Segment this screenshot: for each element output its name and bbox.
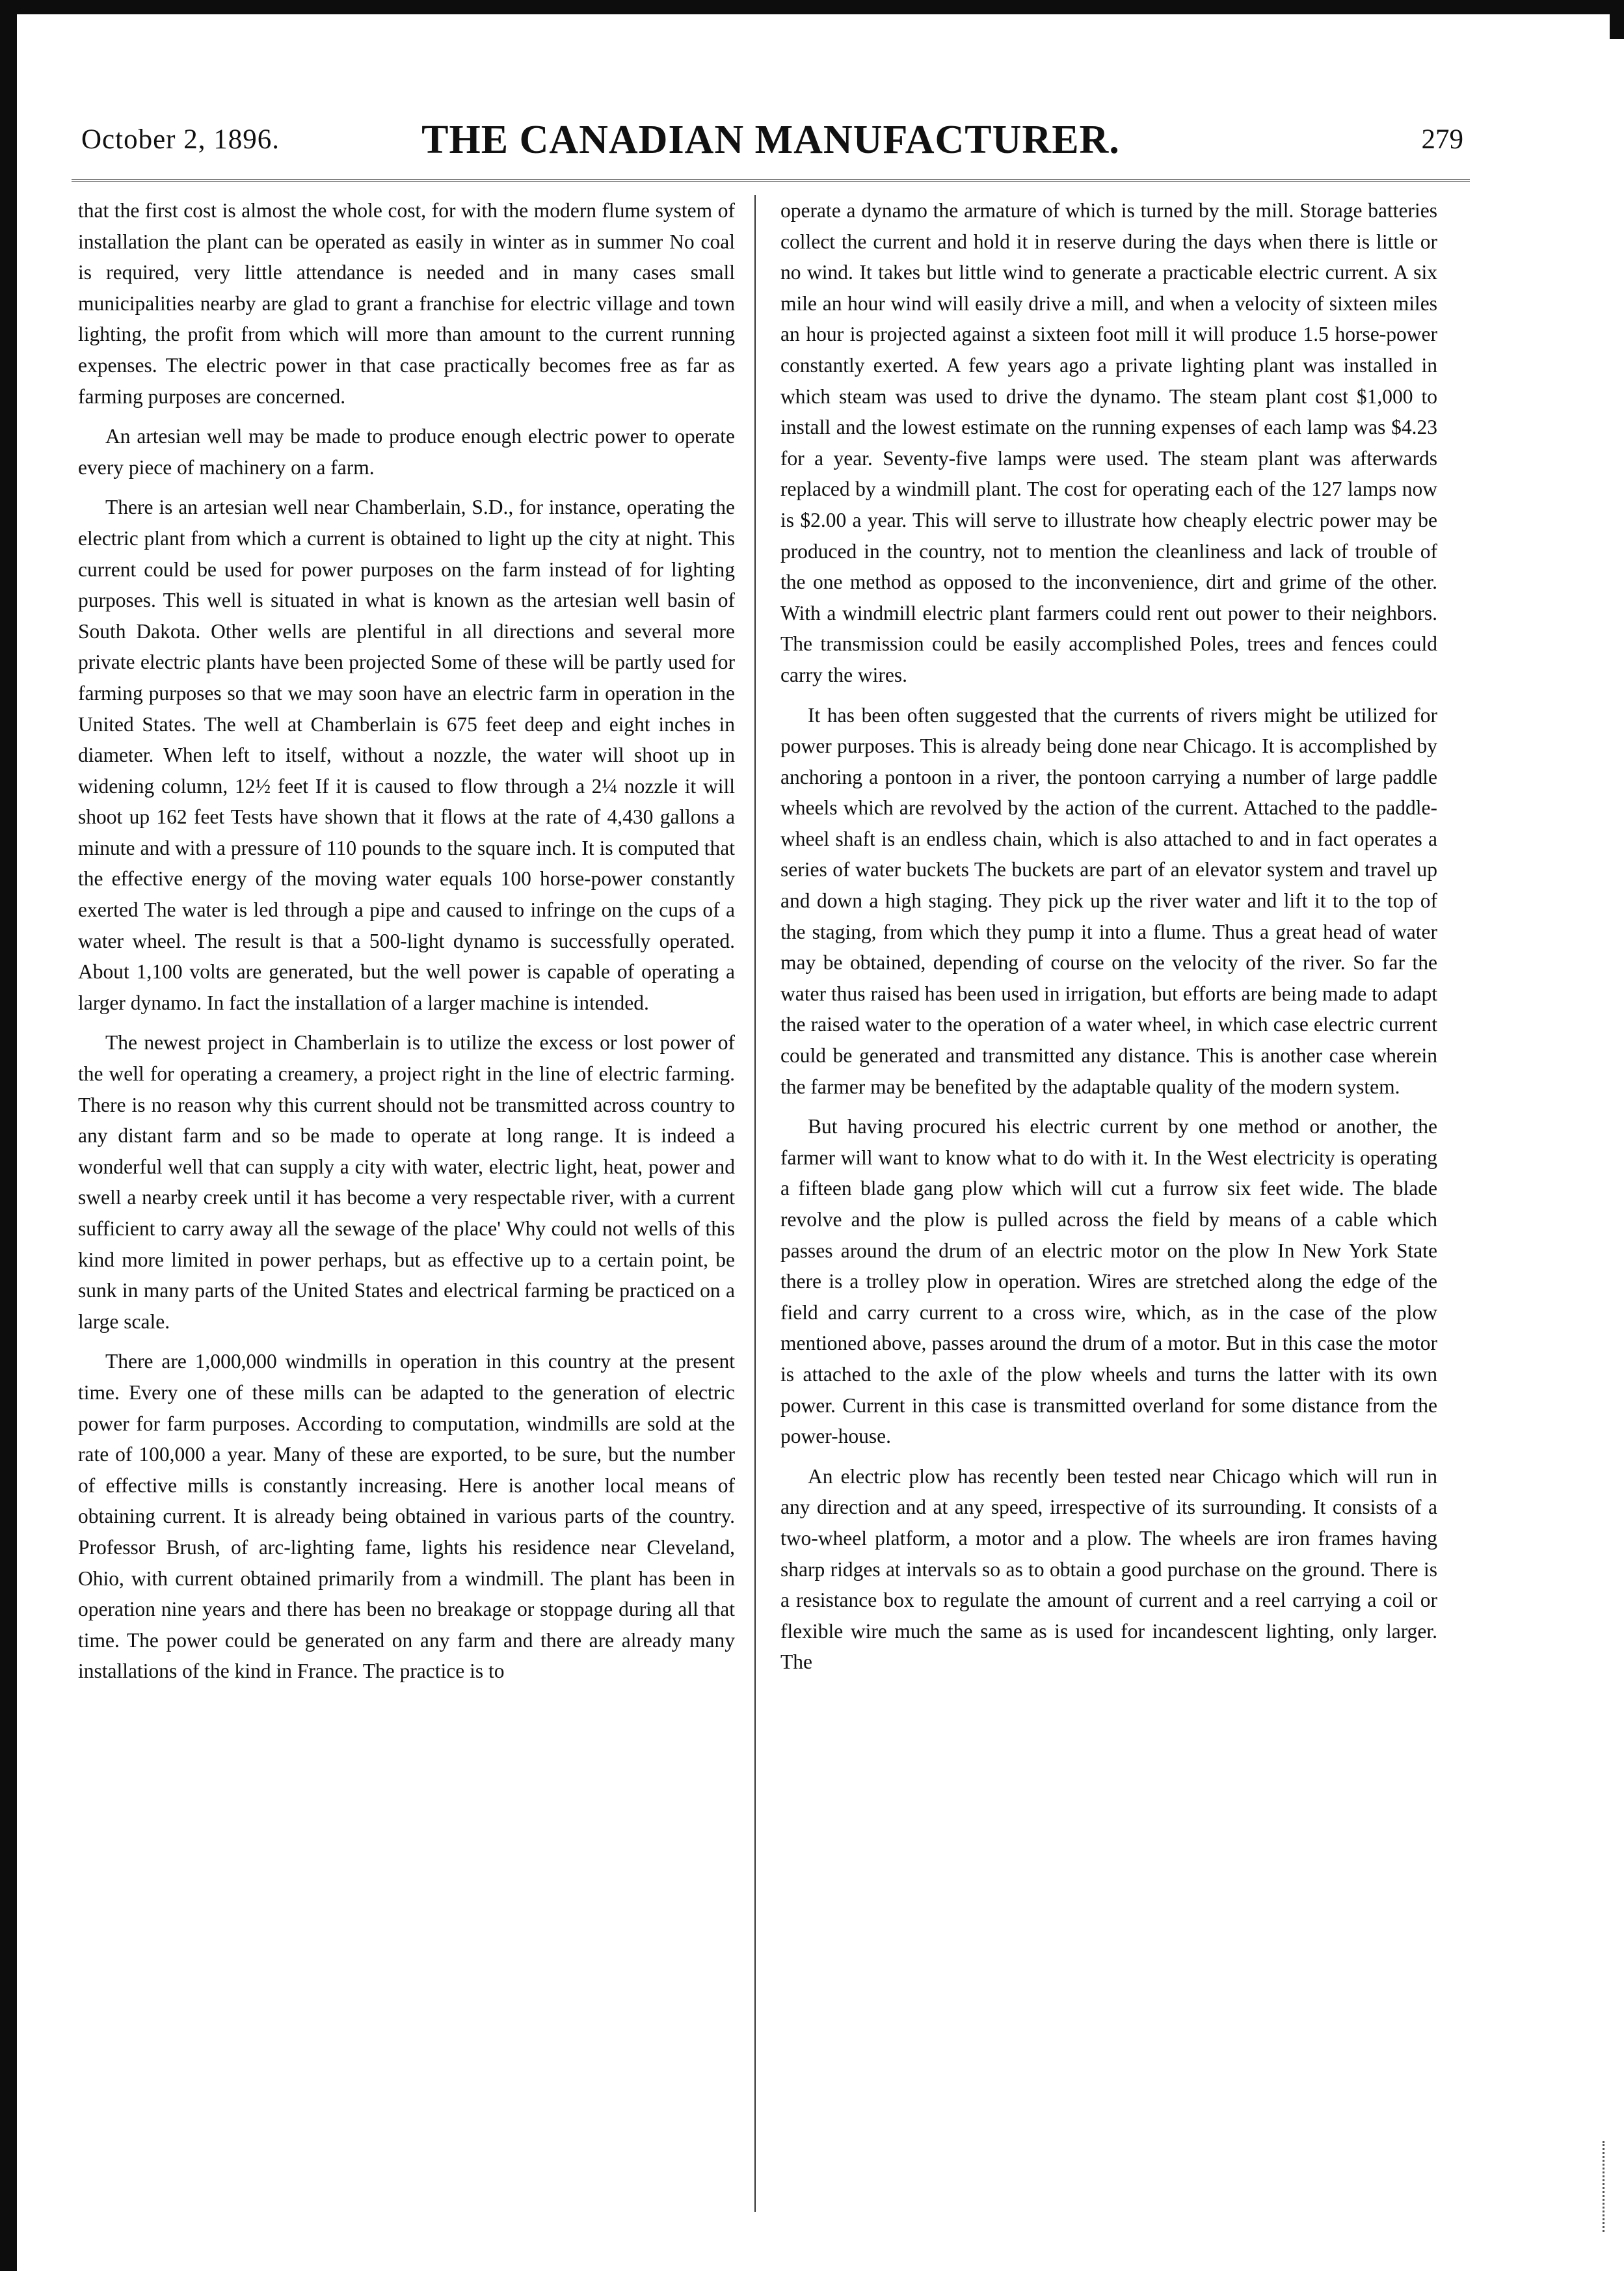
paragraph: operate a dynamo the armature of which is turned by the mill. Storage batteries collect the current and hold it in reserve during the days when there is little or no wind. It takes but little wind to generate a practicable electric current. A six mile an hour wind will easily drive a mill, and when a velocity of sixteen miles an hour is projected against a sixteen foot mill it will produce 1.5 horse-power constantly exerted. A few years ago a private lighting plant was installed in which steam was used to drive the dynamo. The steam plant cost $1,000 to install and the lowest estimate on the running expenses of each lamp was $4.23 for a year. Seventy-five lamps were used. The steam plant was afterwards replaced by a windmill plant. The cost for operating each of the 127 lamps now is $2.00 a year. This will serve to illustrate how cheaply electric power may be produced in the country, not to mention the cleanliness and lack of trouble of the one method as opposed to the inconvenience, dirt and grime of the other. With a windmill electric plant farmers could rent out power to their neighbors. The transmission could be easily accomplished Poles, trees and fences could carry the wires. <box>780 199 1437 686</box>
left-column <box>78 195 735 2225</box>
column-divider <box>754 195 756 2212</box>
paragraph: An artesian well may be made to produce enough electric power to operate every piece of machinery on a farm. <box>78 425 735 479</box>
right-column <box>780 195 1437 2225</box>
scan-border-right <box>1610 0 1624 39</box>
issue-date: October 2, 1896. <box>81 124 280 155</box>
paragraph: It has been often suggested that the currents of rivers might be utilized for power purposes. This is already being done near Chicago. It is accomplished by anchoring a pontoon in a river, the pontoon carrying a number of large paddle wheels which are revolved by the action of the current. Attached to the paddle-wheel shaft is an endless chain, which is also attached to and in fact operates a series of water buckets The buckets are part of an elevator system and travel up and down a high staging. They pick up the river water and lift it to the top of the staging, from which they pump it into a flume. Thus a great head of water may be obtained, depending of course on the velocity of the river. So far the water thus raised has been used in irrigation, but efforts are being made to adapt the raised water to the operation of a water wheel, in which case electric current could be generated and transmitted any distance. This is another case wherein the farmer may be benefited by the adaptable quality of the modern system. <box>780 703 1437 1098</box>
paragraph: The newest project in Chamberlain is to utilize the excess or lost power of the well for operating a creamery, a project right in the line of electric farming. There is no reason why this current should not be transmitted across country to any distant farm and so be made to operate at long range. It is indeed a wonderful well that can supply a city with water, electric light, heat, power and swell a nearby creek until it has become a very respectable river, with a current sufficient to carry away all the sewage of the place' Why could not wells of this kind more limited in power perhaps, but as effective up to a certain point, be sunk in many parts of the United States and electrical farming be practiced on a large scale. <box>78 1031 735 1333</box>
paragraph: An electric plow has recently been tested near Chicago which will run in any direction and at any speed, irrespective of its surrounding. It consists of a two-wheel platform, a motor and a plow. The wheels are iron frames having sharp ridges at intervals so as to obtain a good purchase on the ground. There is a resistance box to regulate the amount of current and a reel carrying a coil or flexible wire much the same as is used for incandescent lighting, only larger. The <box>780 1464 1437 1674</box>
paragraph: But having procured his electric current by one method or another, the farmer will want to know what to do with it. In the West electricity is operating a fifteen blade gang plow which will cut a furrow six feet wide. The blade revolve and the plow is pulled across the field by means of a cable which passes around the drum of an electric motor on the plow In New York State there is a trolley plow in operation. Wires are stretched along the edge of the field and carry current to a cross wire, which, as in the case of the plow mentioned above, passes around the drum of a motor. But in this case the motor is attached to the axle of the plow wheels and turns the latter with its own power. Current in this case is transmitted overland for some distance from the power-house. <box>780 1115 1437 1448</box>
scan-border-left <box>0 0 17 2271</box>
paragraph: that the first cost is almost the whole cost, for with the modern flume system of installation the plant can be operated as easily in winter as in summer No coal is required, very little attendance is needed and in many cases small municipalities nearby are glad to grant a franchise for electric village and town lighting, the profit from which will more than amount to the current running expenses. The electric power in that case practically becomes free as far as farming purposes are concerned. <box>78 199 735 408</box>
scan-border-top <box>0 0 1624 14</box>
scan-margin-marks <box>1590 2141 1604 2232</box>
page-header <box>72 98 1470 169</box>
publication-title: THE CANADIAN MANUFACTURER. <box>421 118 1120 162</box>
page-number: 279 <box>1421 124 1463 155</box>
newspaper-page <box>72 98 1470 2244</box>
paragraph: There is an artesian well near Chamberlain, S.D., for instance, operating the electric plant from which a current is obtained to light up the city at night. This current could be used for power purposes on the farm instead of for lighting purposes. This well is situated in what is known as the artesian well basin of South Dakota. Other wells are plentiful in all directions and several more private electric plants have been projected Some of these will be partly used for farming purposes so that we may soon have an electric farm in operation in the United States. The well at Chamberlain is 675 feet deep and eight inches in diameter. When left to itself, without a nozzle, the water will shoot up in widening column, 12½ feet If it is caused to flow through a 2¼ nozzle it will shoot up 162 feet Tests have shown that it flows at the rate of 4,430 gallons a minute and with a pressure of 110 pounds to the square inch. It is computed that the effective energy of the moving water equals 100 horse-power constantly exerted The water is led through a pipe and caused to infringe on the cups of a water wheel. The result is that a 500-light dynamo is successfully operated. About 1,100 volts are generated, but the well power is capable of operating a larger dynamo. In fact the installation of a larger machine is intended. <box>78 496 735 1014</box>
paragraph: There are 1,000,000 windmills in operation in this country at the present time. Every one of these mills can be adapted to the generation of electric power for farm purposes. According to computation, windmills are sold at the rate of 100,000 a year. Many of these are exported, to be sure, but the number of effective mills is constantly increasing. Here is another local means of obtaining current. It is already being obtained in various parts of the country. Professor Brush, of arc-lighting fame, lights his residence near Cleveland, Ohio, with current obtained primarily from a windmill. The plant has been in operation nine years and there has been no breakage or stoppage during all that time. The power could be generated on any farm and there are already many installations of the kind in France. The practice is to <box>78 1350 735 1683</box>
header-rule <box>72 179 1470 181</box>
